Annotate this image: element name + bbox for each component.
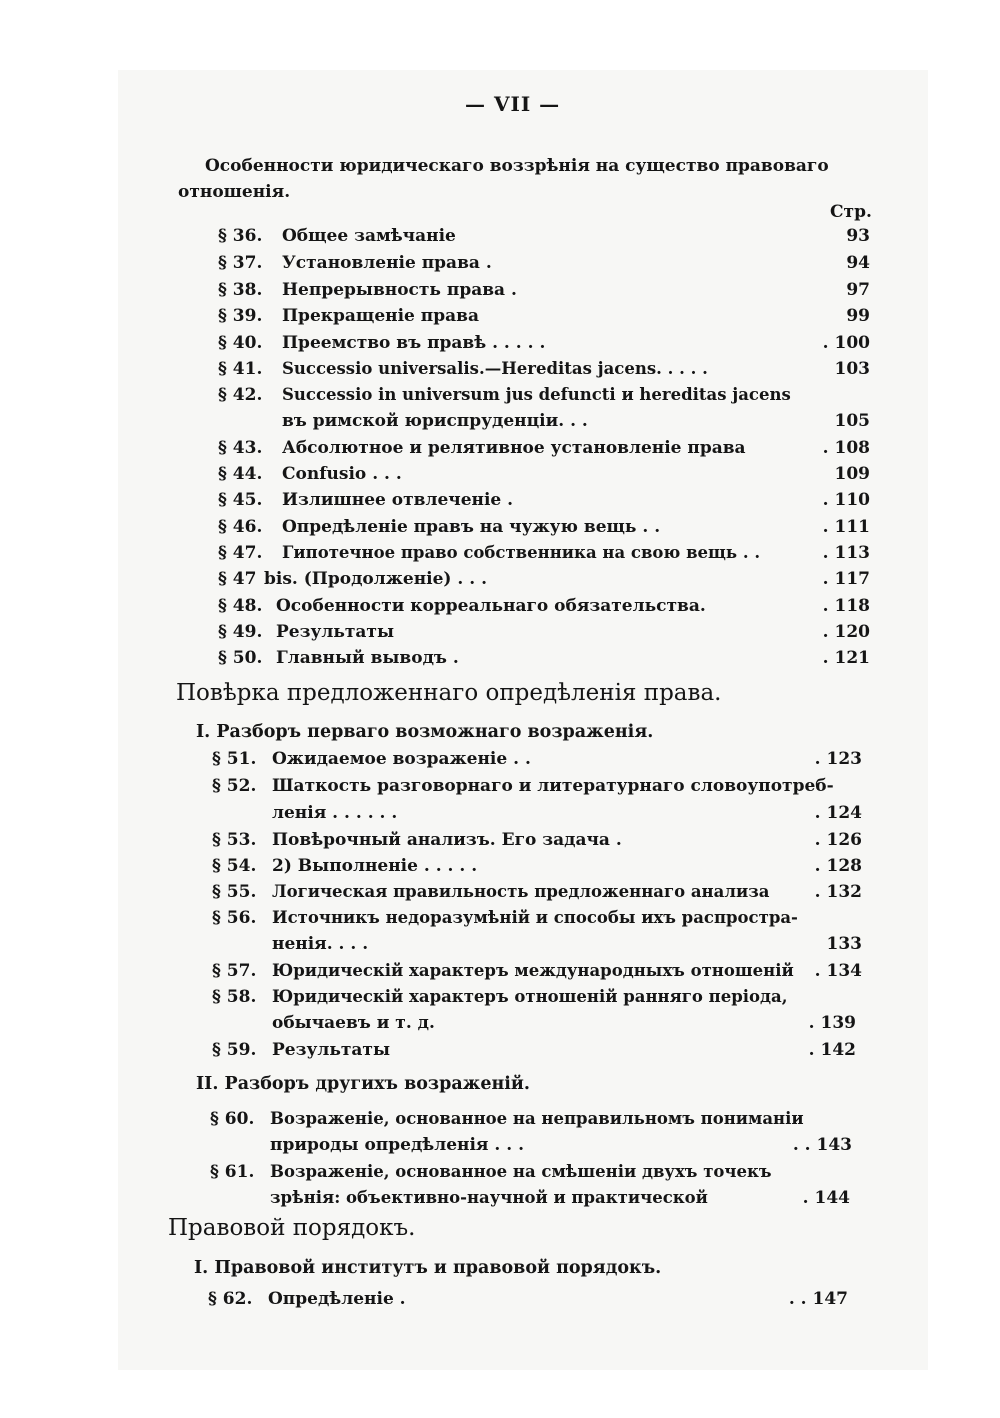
toc-entry-page: . 144 <box>802 1188 850 1208</box>
toc-entry-title-cont: зрѣнія: объективно-научной и практической <box>270 1188 708 1207</box>
toc-entry-title: Преемство въ правѣ . . . . . <box>282 333 546 353</box>
toc-entry-page: . 113 <box>822 543 870 563</box>
toc-entry-page: . 124 <box>814 803 862 823</box>
toc-entry-sec: § 62. <box>208 1289 253 1309</box>
toc-entry-sec: § 45. <box>218 490 263 510</box>
page-header: — VII — <box>465 92 561 116</box>
toc-entry-sec: § 47 <box>218 569 257 589</box>
toc-entry-sec: § 51. <box>212 749 257 769</box>
toc-entry-page: . 142 <box>808 1040 856 1060</box>
toc-entry-title: Опредѣленіе . <box>268 1289 406 1309</box>
section-heading: Правовой порядокъ. <box>168 1215 416 1241</box>
toc-entry-title: Главный выводъ . <box>276 648 459 668</box>
toc-entry-page: . 117 <box>822 569 870 589</box>
toc-entry-title: Опредѣленіе правъ на чужую вещь . . <box>282 517 661 537</box>
toc-entry-title: 2) Выполненіе . . . . . <box>272 856 478 876</box>
section-heading: Повѣрка предложеннаго опредѣленія права. <box>176 680 722 706</box>
toc-entry-sec: § 60. <box>210 1109 255 1129</box>
subsection-heading: I. Правовой институтъ и правовой порядокъ. <box>194 1258 662 1278</box>
toc-entry-title: Абсолютное и релятивное установленіе права <box>282 438 746 458</box>
toc-entry-sec: § 49. <box>218 622 263 642</box>
toc-entry-title: Общее замѣчаніе <box>282 226 456 246</box>
toc-entry-page: . 123 <box>814 749 862 769</box>
toc-entry-page: . 100 <box>822 333 870 353</box>
toc-entry-title-cont: обычаевъ и т. д. <box>272 1013 435 1033</box>
toc-entry-title: Результаты <box>276 622 394 642</box>
toc-entry-page: 97 <box>846 280 870 300</box>
toc-entry-sec: § 42. <box>218 385 263 405</box>
toc-entry-page: 109 <box>834 464 870 484</box>
toc-entry-page: 94 <box>846 253 870 273</box>
toc-entry-sec: § 50. <box>218 648 263 668</box>
toc-entry-sec: § 40. <box>218 333 263 353</box>
toc-entry-sec: § 55. <box>212 882 257 902</box>
toc-entry-title-cont: ненія. . . . <box>272 934 369 954</box>
toc-entry-page: 103 <box>834 359 870 379</box>
toc-entry-title: Особенности корреальнаго обязательства. <box>276 596 706 616</box>
toc-entry-title: Ожидаемое возраженіе . . <box>272 749 531 769</box>
toc-entry-title: Логическая правильность предложеннаго анализа <box>272 882 770 901</box>
toc-entry-title: Successio in universum jus defuncti и hereditas jacens <box>282 385 791 404</box>
toc-entry-sec: § 41. <box>218 359 263 379</box>
toc-entry-sec: § 57. <box>212 961 257 981</box>
toc-entry-sec: § 59. <box>212 1040 257 1060</box>
toc-entry-page: . 110 <box>822 490 870 510</box>
toc-entry-title: Прекращеніе права <box>282 306 479 326</box>
toc-entry-title: Излишнее отвлеченіе . <box>282 490 514 510</box>
toc-entry-sec: § 39. <box>218 306 263 326</box>
toc-entry-sec: § 52. <box>212 776 257 796</box>
toc-entry-page: . 132 <box>814 882 862 902</box>
toc-entry-title: Повѣрочный анализъ. Его задача . <box>272 830 622 850</box>
toc-entry-title: Юридическій характеръ отношеній ранняго періода, <box>272 987 788 1006</box>
toc-entry-title: Возраженіе, основанное на неправильномъ пониманіи <box>270 1109 804 1128</box>
toc-entry-title-cont: ленія . . . . . . <box>272 803 398 823</box>
toc-entry-sec: § 47. <box>218 543 263 563</box>
subsection-heading: I. Разборъ перваго возможнаго возраженія. <box>196 722 654 742</box>
toc-entry-title: Confusio . . . <box>282 464 402 484</box>
toc-entry-sec: § 36. <box>218 226 263 246</box>
page-column-label: Стр. <box>830 202 872 222</box>
toc-entry-title: Юридическій характеръ международныхъ отношеній <box>272 961 794 980</box>
toc-entry-title: bis. (Продолженіе) . . . <box>264 569 487 589</box>
toc-entry-page: . 126 <box>814 830 862 850</box>
toc-entry-title: Непрерывность права . <box>282 280 517 300</box>
toc-entry-page: . 108 <box>822 438 870 458</box>
toc-entry-title-cont: природы опредѣленія . . . <box>270 1135 524 1155</box>
toc-entry-sec: § 46. <box>218 517 263 537</box>
toc-entry-title: Результаты <box>272 1040 390 1060</box>
toc-entry-sec: § 43. <box>218 438 263 458</box>
toc-entry-page: . 121 <box>822 648 870 668</box>
toc-entry-page: . 134 <box>814 961 862 981</box>
toc-entry-sec: § 53. <box>212 830 257 850</box>
toc-entry-title: Установленіе права . <box>282 253 492 273</box>
toc-entry-title: Источникъ недоразумѣній и способы ихъ распростра- <box>272 908 798 927</box>
toc-entry-page: . . 147 <box>788 1289 848 1309</box>
toc-entry-page: 99 <box>846 306 870 326</box>
toc-entry-page: . . 143 <box>792 1135 852 1155</box>
toc-entry-sec: § 61. <box>210 1162 255 1182</box>
toc-entry-title: Гипотечное право собственника на свою вещь . . <box>282 543 761 562</box>
toc-entry-title: Шаткость разговорнаго и литературнаго словоупотреб- <box>272 776 834 796</box>
intro-line-1: Особенности юридическаго воззрѣнія на существо правоваго <box>205 156 829 176</box>
toc-entry-sec: § 48. <box>218 596 263 616</box>
toc-entry-title: Successio universalis.—Hereditas jacens. . . . . <box>282 359 708 378</box>
toc-entry-sec: § 56. <box>212 908 257 928</box>
toc-entry-page: 133 <box>826 934 862 954</box>
toc-entry-page: . 139 <box>808 1013 856 1033</box>
toc-entry-page: . 120 <box>822 622 870 642</box>
toc-entry-sec: § 58. <box>212 987 257 1007</box>
toc-entry-sec: § 37. <box>218 253 263 273</box>
toc-entry-sec: § 44. <box>218 464 263 484</box>
toc-entry-title: Возраженіе, основанное на смѣшеніи двухъ точекъ <box>270 1162 772 1181</box>
toc-entry-page: . 118 <box>822 596 870 616</box>
toc-entry-sec: § 38. <box>218 280 263 300</box>
toc-entry-page: . 128 <box>814 856 862 876</box>
subsection-heading: II. Разборъ другихъ возраженій. <box>196 1074 530 1094</box>
toc-entry-page: . 111 <box>822 517 870 537</box>
toc-entry-sec: § 54. <box>212 856 257 876</box>
intro-line-2: отношенія. <box>178 182 291 202</box>
toc-entry-page: 105 <box>834 411 870 431</box>
toc-entry-page: 93 <box>846 226 870 246</box>
toc-entry-title-cont: въ римской юриспруденціи. . . <box>282 411 588 431</box>
